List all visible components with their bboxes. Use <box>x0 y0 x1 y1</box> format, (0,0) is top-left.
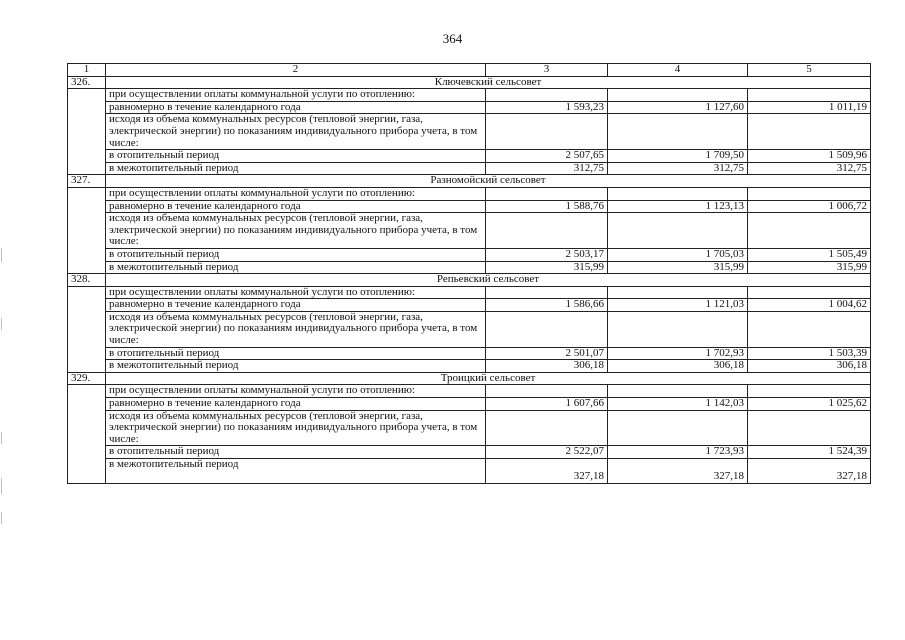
value-col3: 2 501,07 <box>486 347 608 360</box>
value-col5: 1 004,62 <box>748 299 871 312</box>
value-col5: 327,18 <box>748 459 871 484</box>
header-cell: 5 <box>748 64 871 77</box>
value-col3: 315,99 <box>486 261 608 274</box>
value-col4: 306,18 <box>608 360 748 373</box>
value-col4 <box>608 213 748 249</box>
value-col3 <box>486 385 608 398</box>
row-number-cell <box>68 187 106 273</box>
value-col4 <box>608 89 748 102</box>
table-row <box>68 162 871 175</box>
row-label: в отопительный период <box>106 347 486 360</box>
value-col4: 315,99 <box>608 261 748 274</box>
value-col5: 1 025,62 <box>748 398 871 411</box>
value-col3 <box>486 311 608 347</box>
value-col3: 2 522,07 <box>486 446 608 459</box>
row-label: при осуществлении оплаты коммунальной услуги по отоплению: <box>106 89 486 102</box>
scan-margin-mark <box>1 248 2 262</box>
value-col3: 1 607,66 <box>486 398 608 411</box>
row-label: равномерно в течение календарного года <box>106 200 486 213</box>
section-title: Репьевский сельсовет <box>106 274 871 287</box>
value-col3 <box>486 114 608 150</box>
value-col5: 1 505,49 <box>748 248 871 261</box>
row-number-cell <box>68 89 106 175</box>
page-number: 364 <box>442 31 463 46</box>
value-col3: 312,75 <box>486 162 608 175</box>
row-label: при осуществлении оплаты коммунальной услуги по отоплению: <box>106 385 486 398</box>
value-col3: 2 503,17 <box>486 248 608 261</box>
table-row <box>68 150 871 163</box>
value-col3 <box>486 89 608 102</box>
table-row <box>68 385 871 398</box>
section-number: 327. <box>68 175 106 188</box>
scan-margin-mark <box>1 478 2 494</box>
value-col3: 2 507,65 <box>486 150 608 163</box>
row-label: при осуществлении оплаты коммунальной услуги по отоплению: <box>106 286 486 299</box>
value-col4 <box>608 187 748 200</box>
table-row <box>68 114 871 150</box>
table-row <box>68 248 871 261</box>
value-col4: 1 121,03 <box>608 299 748 312</box>
value-col5: 1 006,72 <box>748 200 871 213</box>
row-number-cell <box>68 385 106 484</box>
tariff-table <box>67 63 871 484</box>
value-col4: 1 702,93 <box>608 347 748 360</box>
value-col3: 327,18 <box>486 459 608 484</box>
value-col4 <box>608 410 748 446</box>
value-col3 <box>486 410 608 446</box>
section-number: 328. <box>68 274 106 287</box>
value-col4: 327,18 <box>608 459 748 484</box>
value-col5 <box>748 385 871 398</box>
value-col3: 306,18 <box>486 360 608 373</box>
row-label: исходя из объема коммунальных ресурсов (тепловой энергии, газа, электрической энергии) по показаниям индивидуального прибора учета, в том числе: <box>106 114 486 150</box>
section-row <box>68 76 871 89</box>
section-row <box>68 175 871 188</box>
row-label: в межотопительный период <box>106 162 486 175</box>
table-row <box>68 347 871 360</box>
row-label: в межотопительный период <box>106 459 486 484</box>
value-col4: 312,75 <box>608 162 748 175</box>
value-col5 <box>748 89 871 102</box>
table-row <box>68 360 871 373</box>
value-col5: 315,99 <box>748 261 871 274</box>
value-col4: 1 127,60 <box>608 101 748 114</box>
value-col4: 1 723,93 <box>608 446 748 459</box>
table-row <box>68 311 871 347</box>
section-title: Разномойский сельсовет <box>106 175 871 188</box>
row-label: исходя из объема коммунальных ресурсов (тепловой энергии, газа, электрической энергии) по показаниям индивидуального прибора учета, в том числе: <box>106 410 486 446</box>
header-row <box>68 64 871 77</box>
value-col5 <box>748 311 871 347</box>
row-label: равномерно в течение календарного года <box>106 398 486 411</box>
value-col4: 1 123,13 <box>608 200 748 213</box>
scan-margin-mark <box>1 432 2 444</box>
value-col5 <box>748 286 871 299</box>
value-col5: 1 011,19 <box>748 101 871 114</box>
value-col5 <box>748 114 871 150</box>
row-label: при осуществлении оплаты коммунальной услуги по отоплению: <box>106 187 486 200</box>
section-title: Троицкий сельсовет <box>106 372 871 385</box>
table-row <box>68 459 871 484</box>
row-label: равномерно в течение календарного года <box>106 299 486 312</box>
scan-margin-mark <box>1 512 2 524</box>
value-col3 <box>486 286 608 299</box>
value-col4 <box>608 114 748 150</box>
value-col5: 306,18 <box>748 360 871 373</box>
table-row <box>68 299 871 312</box>
table-row <box>68 187 871 200</box>
table-row <box>68 398 871 411</box>
value-col4: 1 705,03 <box>608 248 748 261</box>
value-col5: 1 503,39 <box>748 347 871 360</box>
row-label: в межотопительный период <box>106 261 486 274</box>
table-row <box>68 200 871 213</box>
table-row <box>68 410 871 446</box>
row-label: в отопительный период <box>106 150 486 163</box>
value-col5 <box>748 410 871 446</box>
row-label: равномерно в течение календарного года <box>106 101 486 114</box>
table-row <box>68 89 871 102</box>
row-label: в межотопительный период <box>106 360 486 373</box>
header-cell: 2 <box>106 64 486 77</box>
header-cell: 4 <box>608 64 748 77</box>
row-label: исходя из объема коммунальных ресурсов (тепловой энергии, газа, электрической энергии) по показаниям индивидуального прибора учета, в том числе: <box>106 311 486 347</box>
value-col3: 1 593,23 <box>486 101 608 114</box>
value-col3: 1 586,66 <box>486 299 608 312</box>
table-row <box>68 213 871 249</box>
value-col5 <box>748 187 871 200</box>
table-row <box>68 286 871 299</box>
value-col5 <box>748 213 871 249</box>
row-label: в отопительный период <box>106 446 486 459</box>
value-col3: 1 588,76 <box>486 200 608 213</box>
section-row <box>68 372 871 385</box>
value-col5: 312,75 <box>748 162 871 175</box>
value-col4: 1 142,03 <box>608 398 748 411</box>
row-label: в отопительный период <box>106 248 486 261</box>
value-col4: 1 709,50 <box>608 150 748 163</box>
value-col3 <box>486 187 608 200</box>
section-row <box>68 274 871 287</box>
tariff-table-body <box>68 64 871 484</box>
table-row <box>68 446 871 459</box>
value-col4 <box>608 286 748 299</box>
value-col4 <box>608 311 748 347</box>
value-col3 <box>486 213 608 249</box>
section-title: Ключевский сельсовет <box>106 76 871 89</box>
section-number: 326. <box>68 76 106 89</box>
value-col5: 1 524,39 <box>748 446 871 459</box>
table-row <box>68 101 871 114</box>
scan-margin-mark <box>1 318 2 330</box>
header-cell: 3 <box>486 64 608 77</box>
row-number-cell <box>68 286 106 372</box>
header-cell: 1 <box>68 64 106 77</box>
value-col5: 1 509,96 <box>748 150 871 163</box>
section-number: 329. <box>68 372 106 385</box>
value-col4 <box>608 385 748 398</box>
row-label: исходя из объема коммунальных ресурсов (тепловой энергии, газа, электрической энергии) по показаниям индивидуального прибора учета, в том числе: <box>106 213 486 249</box>
table-row <box>68 261 871 274</box>
